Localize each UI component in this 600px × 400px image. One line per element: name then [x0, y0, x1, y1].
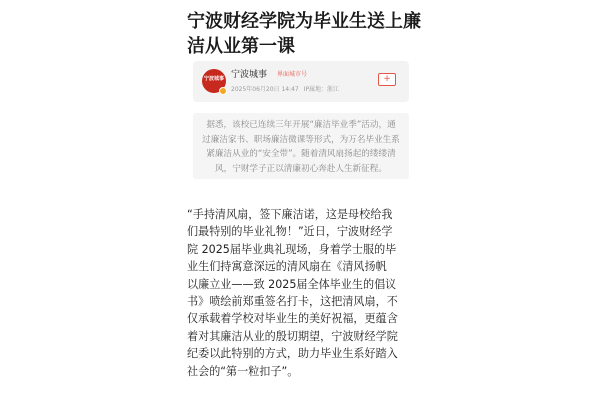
avatar-logo-text: 宁波城事: [203, 76, 224, 82]
author-meta: [231, 86, 342, 94]
summary-text: 据悉，该校已连续三年开展“廉洁毕业季”活动，通 过廉洁家书、职场廉洁微课等形式，为万名毕业生系 紧廉洁从业的“安全带”。随着清风扇扬起的缕缕清 风，宁财学子正以清廉初心奔赴人生新征程。: [202, 120, 400, 174]
author-name[interactable]: 宁波城事: [231, 70, 268, 80]
publish-time: 2025年06月20日 14:47: [231, 86, 299, 93]
author-card[interactable]: [193, 61, 409, 102]
ip-location: IP属地：浙江: [303, 86, 340, 93]
verified-badge-icon: [219, 87, 227, 95]
article-title: 宁波财经学院为毕业生送上廉洁从业第一课: [187, 11, 421, 57]
article-summary: [193, 113, 409, 179]
follow-button[interactable]: +: [378, 73, 396, 86]
author-tag: 界面城市号: [277, 71, 308, 78]
article-body: “手持清风扇，签下廉洁诺，这是母校给我 们最特别的毕业礼物！”近日，宁波财经学 院 2025届毕业典礼现场，身着学士服的毕 业生们持寓意深远的清风扇在《清风扬帆 以廉立业——致 2025届全体毕业生的倡议 书》喷绘前郑重签名打卡，这把清风扇，不 仅承载着学校对毕业生的美好祝福，更蕴含 着对其廉洁从业的殷切期望，宁波财经学院 纪委以此特别的方式，助力毕业生系好踏入 社会的“第一粒扣子”。: [187, 208, 398, 378]
